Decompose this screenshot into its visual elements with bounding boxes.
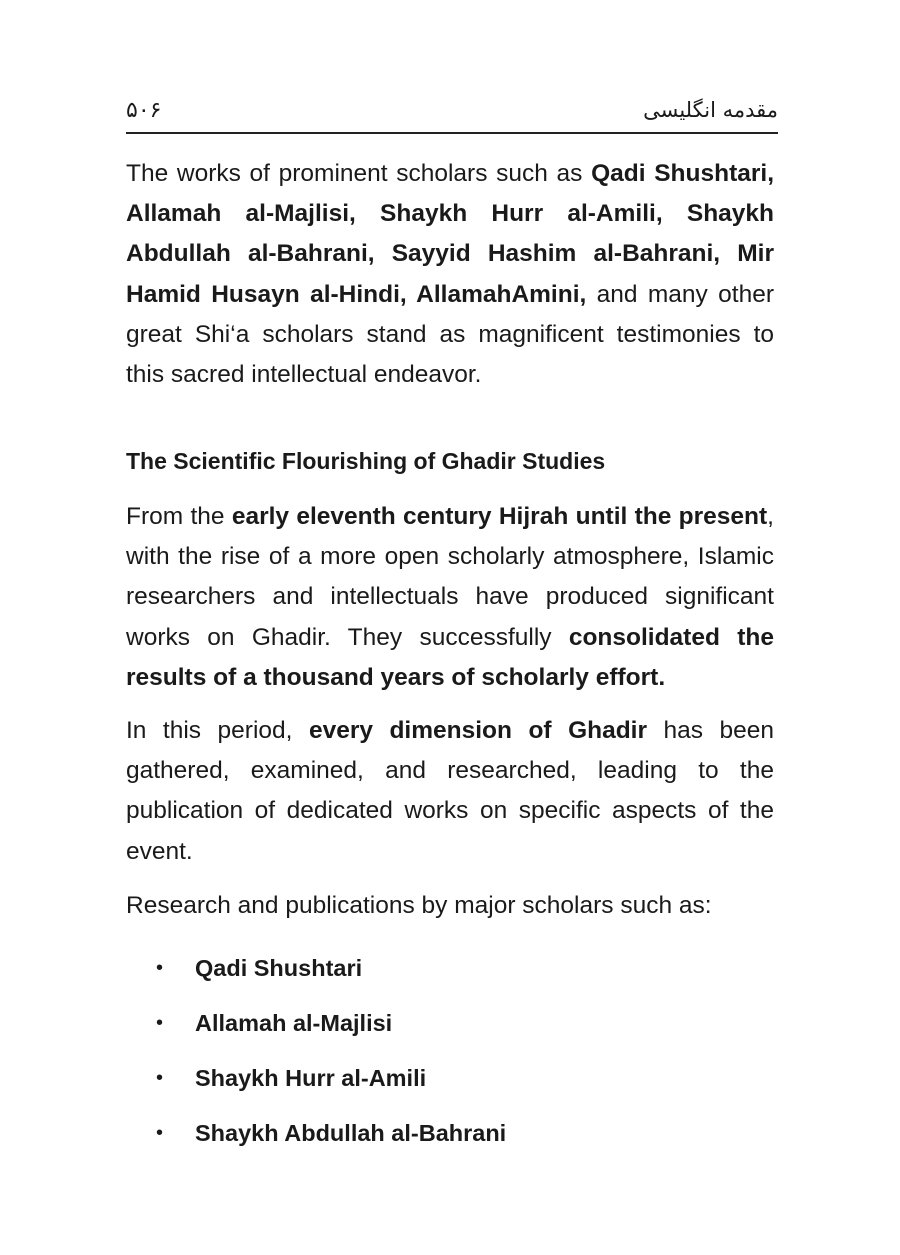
bold-phrase: every dimension of Ghadir <box>308 717 648 744</box>
scholar-name: Shaykh Hurr al-Amili <box>195 1065 427 1091</box>
list-item <box>156 1106 776 1161</box>
page-number: ۶۰۵ <box>126 98 162 123</box>
list-item <box>156 996 776 1051</box>
paragraph-scholars-works <box>126 154 774 395</box>
bullet-icon: • <box>156 1067 164 1089</box>
paragraph-every-dimension <box>126 711 774 872</box>
paragraph-text: has been gathered, examined, and researched, leading to the publication of dedicated works on specific aspects of the event. <box>126 717 775 865</box>
paragraph-text: From the <box>126 503 232 530</box>
list-item <box>156 1051 776 1106</box>
paragraph-text: In this period, <box>126 717 309 744</box>
bullet-icon: • <box>156 957 164 979</box>
section-heading: The Scientific Flourishing of Ghadir Studies <box>126 448 606 474</box>
paragraph-eleventh-century <box>126 497 774 698</box>
paragraph-text: , with the rise of a more open scholarly atmosphere, Islamic researchers and intellectuals have produced significant works on Ghadir. They successfully <box>126 503 774 651</box>
running-header <box>126 94 778 134</box>
bullet-icon: • <box>156 1012 164 1034</box>
scholar-name: Allamah al-Majlisi <box>195 1010 393 1036</box>
scholar-list <box>156 941 776 1161</box>
list-item <box>156 941 776 996</box>
paragraph-text: The works of prominent scholars such as <box>126 160 592 187</box>
header-title: مقدمه انگلیسی <box>643 98 778 122</box>
scholar-name: Shaykh Abdullah al-Bahrani <box>195 1120 507 1146</box>
scholar-names-bold: Qadi Shushtari, Allamah al-Majlisi, Shaykh Hurr al-Amili, Shaykh Abdullah al-Bahrani, Sayyid Hashim al-Bahrani, Mir Hamid Husayn al-Hindi, AllamahAmini, <box>126 160 775 308</box>
bullet-icon: • <box>156 1122 164 1144</box>
scholar-name: Qadi Shushtari <box>195 955 363 981</box>
bold-phrase: early eleventh century Hijrah until the present <box>231 503 768 530</box>
paragraph-text: and many other great Shi‘a scholars stand as magnificent testimonies to this sacred intellectual endeavor. <box>126 280 774 389</box>
bold-phrase: consolidated the results of a thousand years of scholarly effort. <box>126 623 774 691</box>
paragraph-research-intro: Research and publications by major scholars such as: <box>126 892 712 919</box>
